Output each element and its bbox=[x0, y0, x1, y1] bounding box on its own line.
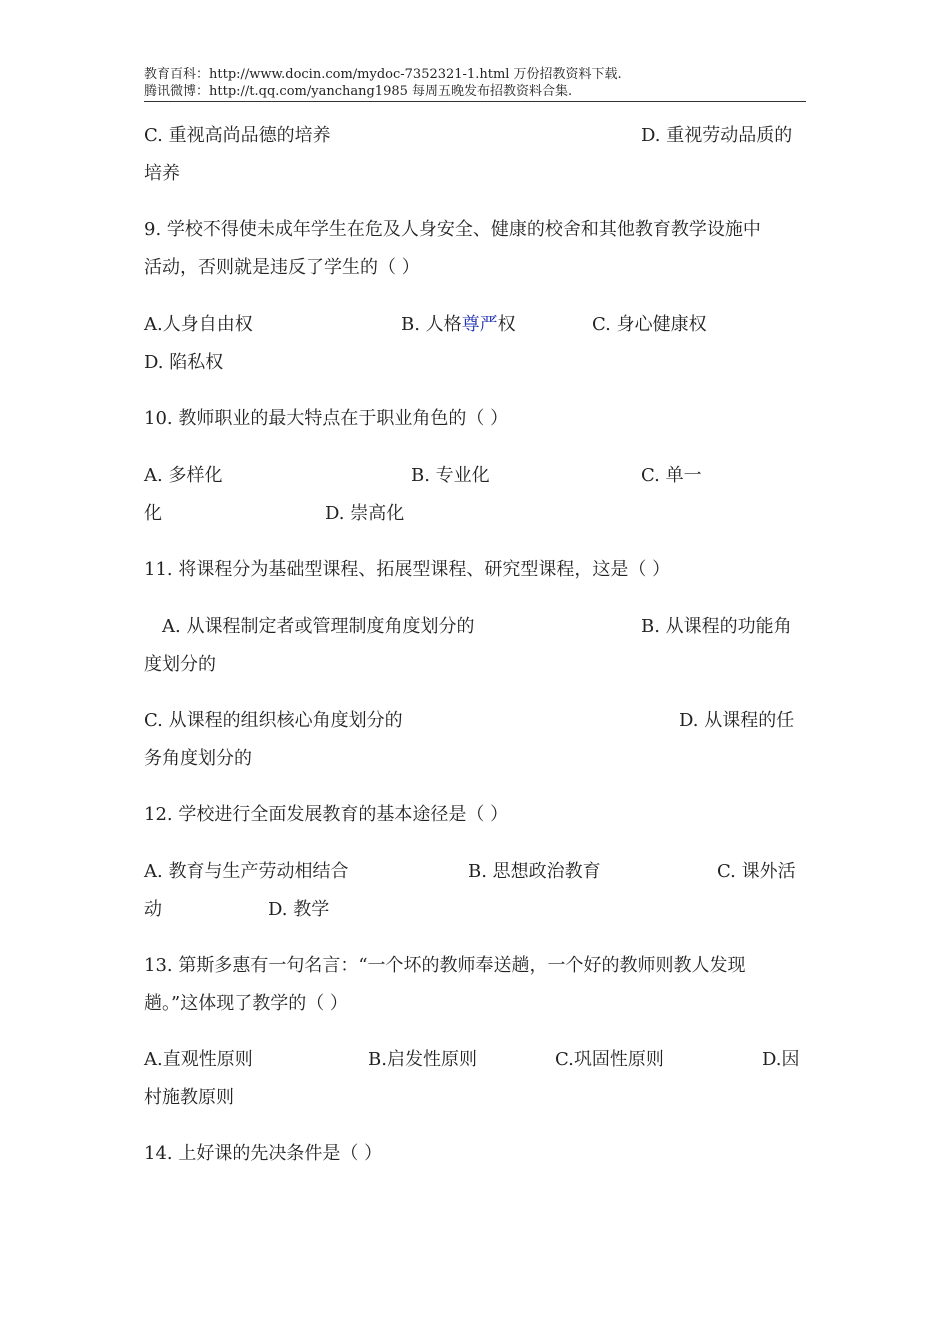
header-line-2: 腾讯微博：http://t.qq.com/yanchang1985 每周五晚发布招教资料合集. bbox=[144, 84, 573, 99]
q11-option-c: C. 从课程的组织核心角度划分的 bbox=[144, 710, 403, 731]
q12-option-c: C. 课外活 bbox=[717, 861, 796, 882]
q10-option-c: C. 单一 bbox=[641, 465, 702, 486]
q13-option-d: D.因 bbox=[762, 1049, 800, 1070]
q13-option-c: C.巩固性原则 bbox=[555, 1049, 664, 1070]
q10-option-a: A. 多样化 bbox=[144, 465, 223, 486]
q11-option-d: D. 从课程的任 bbox=[679, 710, 795, 731]
q12-option-a: A. 教育与生产劳动相结合 bbox=[144, 861, 349, 882]
q11-option-b: B. 从课程的功能角 bbox=[641, 616, 792, 637]
header-line-1: 教育百科：http://www.docin.com/mydoc-7352321-1.html 万份招教资料下载. bbox=[144, 67, 622, 82]
q13-option-b: B.启发性原则 bbox=[368, 1049, 477, 1070]
q12-option-b: B. 思想政治教育 bbox=[468, 861, 601, 882]
q8-option-d-wrap: 培养 bbox=[144, 163, 180, 184]
q13-option-d-wrap: 村施教原则 bbox=[144, 1087, 234, 1108]
q14-stem: 14. 上好课的先决条件是（ ） bbox=[144, 1143, 383, 1164]
q13-stem-line-1: 13. 第斯多惠有一句名言：“一个坏的教师奉送趟，一个好的教师则教人发现 bbox=[144, 955, 746, 976]
q9-option-d: D. 陷私权 bbox=[144, 352, 224, 373]
q9-option-a: A.人身自由权 bbox=[144, 314, 253, 335]
q9-option-b-link[interactable]: 尊严 bbox=[461, 314, 498, 335]
q11-stem: 11. 将课程分为基础型课程、拓展型课程、研究型课程，这是（ ） bbox=[144, 559, 671, 580]
q10-option-c-wrap: 化 bbox=[144, 503, 162, 524]
q9-stem-line-1: 9. 学校不得使未成年学生在危及人身安全、健康的校舍和其他教育教学设施中 bbox=[144, 219, 761, 240]
q11-option-a: A. 从课程制定者或管理制度角度划分的 bbox=[162, 616, 475, 637]
q9-option-b-suffix: 权 bbox=[497, 314, 516, 335]
q8-option-d: D. 重视劳动品质的 bbox=[641, 125, 793, 146]
q8-option-c: C. 重视高尚品德的培养 bbox=[144, 125, 331, 146]
q11-option-b-wrap: 度划分的 bbox=[144, 654, 216, 675]
q9-option-b bbox=[401, 313, 516, 337]
q11-option-d-wrap: 务角度划分的 bbox=[144, 748, 252, 769]
page-header bbox=[144, 66, 806, 102]
q10-stem: 10. 教师职业的最大特点在于职业角色的（ ） bbox=[144, 408, 509, 429]
q13-stem-line-2: 趟。”这体现了教学的（ ） bbox=[144, 993, 348, 1014]
q12-option-d: D. 教学 bbox=[268, 899, 330, 920]
q9-option-b-prefix: B. 人格 bbox=[401, 314, 462, 335]
q12-option-c-wrap: 动 bbox=[144, 899, 162, 920]
q10-option-d: D. 崇高化 bbox=[325, 503, 405, 524]
q9-option-c: C. 身心健康权 bbox=[592, 314, 707, 335]
q10-option-b: B. 专业化 bbox=[411, 465, 490, 486]
q12-stem: 12. 学校进行全面发展教育的基本途径是（ ） bbox=[144, 804, 509, 825]
q13-option-a: A.直观性原则 bbox=[144, 1049, 253, 1070]
q9-stem-line-2: 活动，否则就是违反了学生的（ ） bbox=[144, 257, 420, 278]
